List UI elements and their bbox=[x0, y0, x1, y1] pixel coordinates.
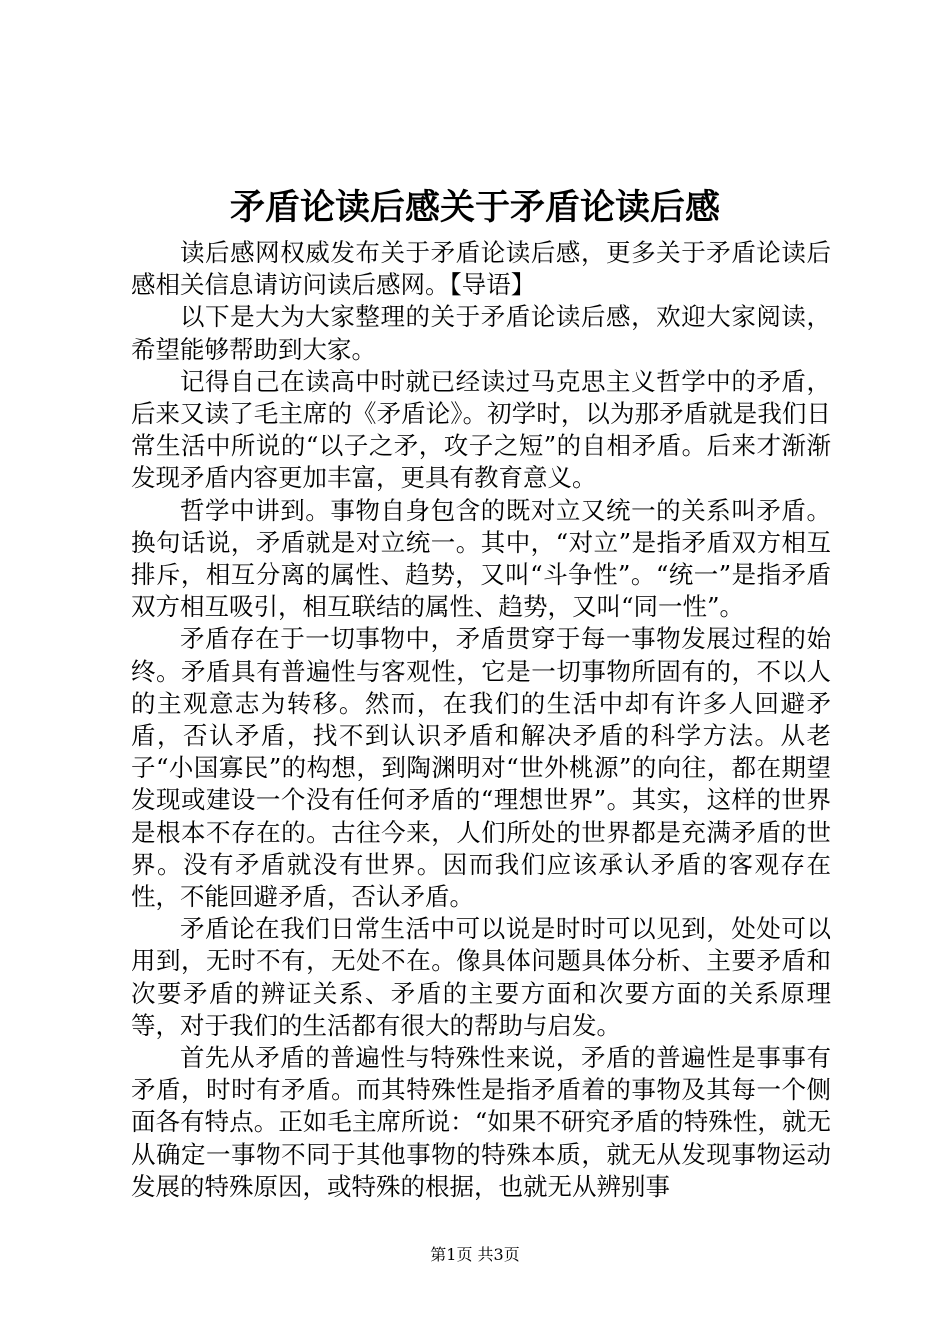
document-body bbox=[131, 237, 831, 1203]
paragraph-memory: 记得自己在读高中时就已经读过马克思主义哲学中的矛盾，后来又读了毛主席的《矛盾论》。初学时，以为那矛盾就是我们日常生活中所说的“以子之矛，攻子之短”的自相矛盾。后来才渐渐发现矛盾内容更加丰富，更具有教育意义。 bbox=[131, 366, 831, 493]
document-title: 矛盾论读后感关于矛盾论读后感 bbox=[229, 187, 720, 228]
paragraph-universality: 矛盾存在于一切事物中，矛盾贯穿于每一事物发展过程的始终。矛盾具有普遍性与客观性，它是一切事物所固有的，不以人的主观意志为转移。然而，在我们的生活中却有许多人回避矛盾，否认矛盾，找不到认识矛盾和解决矛盾的科学方法。从老子“小国寡民”的构想，到陶渊明对“世外桃源”的向往，都在期望发现或建设一个没有任何矛盾的“理想世界”。其实，这样的世界是根本不存在的。古往今来，人们所处的世界都是充满矛盾的世界。没有矛盾就没有世界。因而我们应该承认矛盾的客观存在性，不能回避矛盾，否认矛盾。 bbox=[131, 624, 831, 912]
paragraph-intro: 读后感网权威发布关于矛盾论读后感，更多关于矛盾论读后感相关信息请访问读后感网。【导语】 bbox=[131, 238, 831, 300]
paragraph-philosophy: 哲学中讲到。事物自身包含的既对立又统一的关系叫矛盾。换句话说，矛盾就是对立统一。其中，“对立”是指矛盾双方相互排斥，相互分离的属性、趋势，又叫“斗争性”。“统一”是指矛盾双方相互吸引，相互联结的属性、趋势，又叫“同一性”。 bbox=[131, 495, 831, 622]
paragraph-particularity: 首先从矛盾的普遍性与特殊性来说，矛盾的普遍性是事事有矛盾，时时有矛盾。而其特殊性是指矛盾着的事物及其每一个侧面各有特点。正如毛主席所说：“如果不研究矛盾的特殊性，就无从确定一事物不同于其他事物的特殊本质，就无从发现事物运动发展的特殊原因，或特殊的根据，也就无从辨别事 bbox=[131, 1043, 831, 1201]
paragraph-daily-life: 矛盾论在我们日常生活中可以说是时时可以见到，处处可以用到，无时不有，无处不在。像具体问题具体分析、主要矛盾和次要矛盾的辨证关系、矛盾的主要方面和次要方面的关系原理等，对于我们的生活都有很大的帮助与启发。 bbox=[131, 914, 831, 1040]
page-footer: 第1页 共3页 bbox=[430, 1245, 520, 1264]
paragraph-welcome: 以下是大为大家整理的关于矛盾论读后感，欢迎大家阅读，希望能够帮助到大家。 bbox=[131, 302, 831, 364]
